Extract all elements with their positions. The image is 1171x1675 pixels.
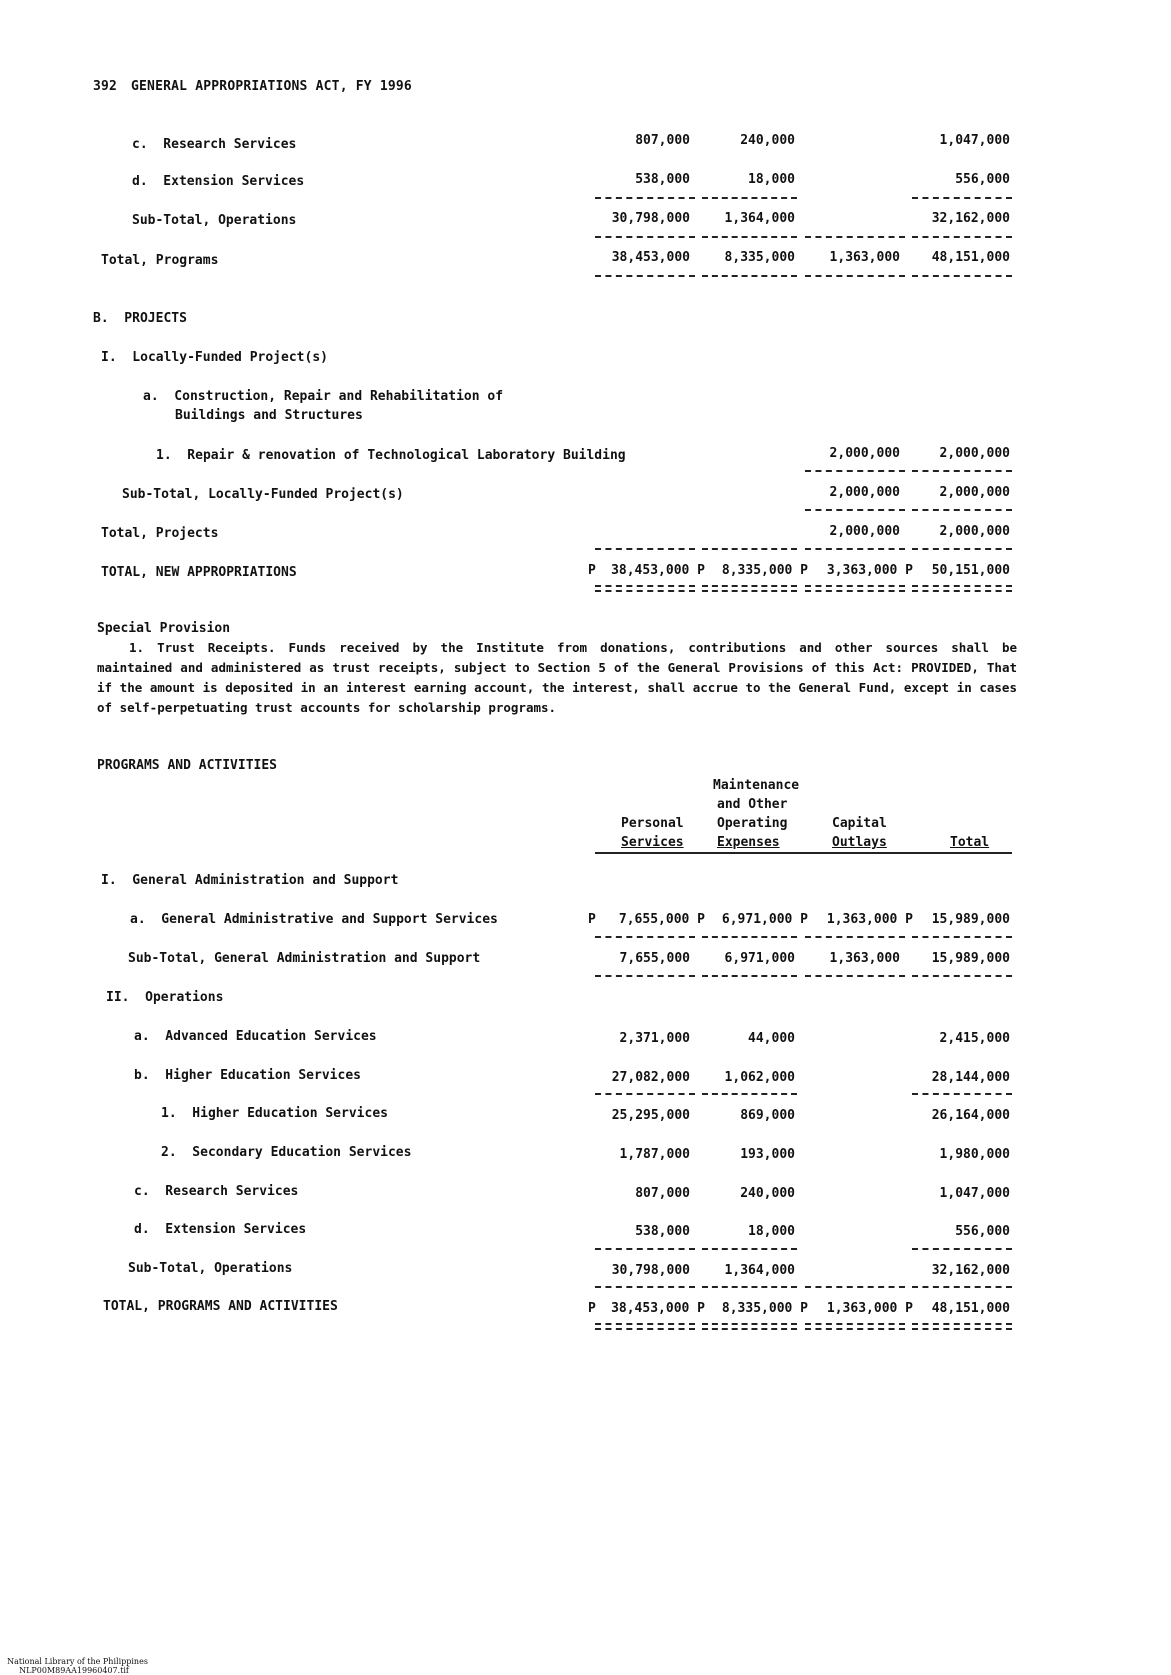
cell-mooe: 6,971,000 — [724, 951, 795, 966]
cell-ps: 538,000 — [635, 1224, 690, 1239]
special-provision-heading: Special Provision — [97, 621, 231, 636]
cell-co: 2,000,000 — [829, 485, 900, 500]
cell-total: 48,151,000 — [931, 250, 1010, 265]
cell-mooe: 1,364,000 — [724, 1263, 795, 1278]
row-label: Sub-Total, Operations — [128, 1261, 293, 1276]
cell-ps: 38,453,000 P — [611, 1301, 705, 1316]
cell-mooe: 8,335,000 P — [721, 563, 808, 578]
rule — [912, 1286, 1012, 1288]
col-header-co: Capital — [832, 816, 887, 831]
cell-ps: 30,798,000 — [611, 211, 690, 226]
rule — [595, 1286, 695, 1288]
rule — [805, 470, 905, 472]
cell-ps: 27,082,000 — [611, 1070, 690, 1085]
subsection-heading: I. Locally-Funded Project(s) — [101, 350, 328, 365]
cell-ps: 38,453,000 P — [611, 563, 705, 578]
col-header-co: Outlays — [832, 835, 887, 850]
double-rule — [595, 1323, 695, 1330]
rule — [702, 197, 797, 199]
rule — [702, 1093, 797, 1095]
row-label: 1. Repair & renovation of Technological Laboratory Building — [156, 448, 626, 463]
row-label: a. Construction, Repair and Rehabilitation of — [143, 389, 504, 404]
peso-sign: P — [588, 563, 596, 578]
row-label: c. Research Services — [134, 1184, 299, 1199]
rule — [702, 548, 797, 550]
row-label: Total, Projects — [101, 526, 219, 541]
row-label: c. Research Services — [132, 137, 297, 152]
rule — [912, 548, 1012, 550]
cell-co: 2,000,000 — [829, 524, 900, 539]
col-header-ps: Personal — [621, 816, 684, 831]
row-label: Sub-Total, Operations — [132, 213, 297, 228]
header-rule — [595, 852, 1012, 854]
cell-mooe: 869,000 — [740, 1108, 795, 1123]
cell-ps: 30,798,000 — [611, 1263, 690, 1278]
row-label: b. Higher Education Services — [134, 1068, 361, 1083]
cell-ps: 538,000 — [635, 172, 690, 187]
rule — [702, 975, 797, 977]
cell-mooe: 18,000 — [748, 172, 795, 187]
cell-co: 3,363,000 P — [826, 563, 913, 578]
cell-total: 26,164,000 — [931, 1108, 1010, 1123]
col-header-mooe: and Other — [717, 797, 788, 812]
rule — [595, 197, 695, 199]
cell-ps: 807,000 — [635, 1186, 690, 1201]
cell-total: 556,000 — [955, 172, 1010, 187]
col-header-ps: Services — [621, 835, 684, 850]
cell-total: 15,989,000 — [931, 912, 1010, 927]
cell-ps: 1,787,000 — [619, 1147, 690, 1162]
cell-co: 1,363,000 — [829, 951, 900, 966]
row-label: Buildings and Structures — [175, 408, 363, 423]
peso-sign: P — [588, 912, 596, 927]
cell-mooe: 1,364,000 — [724, 211, 795, 226]
section-heading-projects: B. PROJECTS — [93, 311, 187, 326]
rule — [595, 1248, 695, 1250]
row-label: TOTAL, PROGRAMS AND ACTIVITIES — [103, 1299, 338, 1314]
cell-ps: 7,655,000 — [619, 951, 690, 966]
rule — [805, 509, 905, 511]
rule — [595, 975, 695, 977]
cell-total: 2,415,000 — [939, 1031, 1010, 1046]
rule — [595, 1093, 695, 1095]
cell-total: 1,047,000 — [939, 133, 1010, 148]
cell-total: 2,000,000 — [939, 446, 1010, 461]
cell-mooe: 240,000 — [740, 133, 795, 148]
rule — [805, 236, 905, 238]
page-header-title: GENERAL APPROPRIATIONS ACT, FY 1996 — [131, 79, 412, 94]
cell-ps: 2,371,000 — [619, 1031, 690, 1046]
cell-mooe: 193,000 — [740, 1147, 795, 1162]
col-header-mooe: Operating — [717, 816, 788, 831]
rule — [805, 548, 905, 550]
cell-total: 1,980,000 — [939, 1147, 1010, 1162]
cell-mooe: 18,000 — [748, 1224, 795, 1239]
cell-total: 15,989,000 — [931, 951, 1010, 966]
rule — [595, 936, 695, 938]
row-label: a. General Administrative and Support Services — [130, 912, 498, 927]
cell-co: 2,000,000 — [829, 446, 900, 461]
cell-mooe: 240,000 — [740, 1186, 795, 1201]
rule — [912, 236, 1012, 238]
double-rule — [805, 585, 905, 592]
row-label: TOTAL, NEW APPROPRIATIONS — [101, 565, 297, 580]
footer-library: National Library of the Philippines — [7, 1657, 148, 1666]
double-rule — [912, 585, 1012, 592]
cell-co: 1,363,000 P — [826, 1301, 913, 1316]
rule — [912, 470, 1012, 472]
peso-sign: P — [588, 1301, 596, 1316]
double-rule — [805, 1323, 905, 1330]
row-label: Sub-Total, Locally-Funded Project(s) — [122, 487, 404, 502]
row-label: 1. Higher Education Services — [161, 1106, 388, 1121]
cell-total: 48,151,000 — [931, 1301, 1010, 1316]
col-header-mooe: Expenses — [717, 835, 780, 850]
cell-total: 2,000,000 — [939, 524, 1010, 539]
rule — [805, 975, 905, 977]
footer-source — [2, 1648, 148, 1675]
cell-total: 32,162,000 — [931, 211, 1010, 226]
row-label: Total, Programs — [101, 253, 219, 268]
rule — [912, 197, 1012, 199]
footer-filename: NLP00M89AA19960407.tif — [19, 1666, 129, 1675]
cell-total: 2,000,000 — [939, 485, 1010, 500]
col-header-mooe: Maintenance — [713, 778, 800, 793]
cell-total: 50,151,000 — [931, 563, 1010, 578]
double-rule — [702, 585, 797, 592]
rule — [702, 936, 797, 938]
rule — [702, 1286, 797, 1288]
cell-total: 28,144,000 — [931, 1070, 1010, 1085]
cell-total: 32,162,000 — [931, 1263, 1010, 1278]
section-heading-gas: I. General Administration and Support — [101, 873, 399, 888]
rule — [912, 509, 1012, 511]
row-label: a. Advanced Education Services — [134, 1029, 377, 1044]
col-header-total: Total — [950, 835, 990, 850]
cell-total: 556,000 — [955, 1224, 1010, 1239]
cell-mooe: 6,971,000 P — [721, 912, 808, 927]
rule — [912, 1093, 1012, 1095]
double-rule — [912, 1323, 1012, 1330]
rule — [805, 936, 905, 938]
cell-total: 1,047,000 — [939, 1186, 1010, 1201]
rule — [702, 275, 797, 277]
rule — [595, 548, 695, 550]
cell-co: 1,363,000 P — [826, 912, 913, 927]
cell-mooe: 8,335,000 — [724, 250, 795, 265]
rule — [595, 275, 695, 277]
section-heading-operations: II. Operations — [106, 990, 224, 1005]
cell-mooe: 44,000 — [748, 1031, 795, 1046]
rule — [805, 1286, 905, 1288]
page-number: 392 — [93, 79, 118, 94]
rule — [912, 975, 1012, 977]
cell-co: 1,363,000 — [829, 250, 900, 265]
cell-ps: 38,453,000 — [611, 250, 690, 265]
row-label: Sub-Total, General Administration and Support — [128, 951, 481, 966]
cell-ps: 7,655,000 P — [618, 912, 705, 927]
row-label: 2. Secondary Education Services — [161, 1145, 412, 1160]
cell-mooe: 1,062,000 — [724, 1070, 795, 1085]
double-rule — [702, 1323, 797, 1330]
rule — [912, 275, 1012, 277]
cell-ps: 807,000 — [635, 133, 690, 148]
rule — [702, 236, 797, 238]
row-label: d. Extension Services — [132, 174, 305, 189]
rule — [702, 1248, 797, 1250]
programs-activities-heading: PROGRAMS AND ACTIVITIES — [97, 758, 278, 773]
row-label: d. Extension Services — [134, 1222, 307, 1237]
rule — [805, 275, 905, 277]
cell-ps: 25,295,000 — [611, 1108, 690, 1123]
rule — [912, 936, 1012, 938]
rule — [595, 236, 695, 238]
rule — [912, 1248, 1012, 1250]
double-rule — [595, 585, 695, 592]
cell-mooe: 8,335,000 P — [721, 1301, 808, 1316]
special-provision-text: 1. Trust Receipts. Funds received by the Institute from donations, contributions and other sources shall be maintained and administered as trust receipts, subject to Section 5 of the General Provisions of this Act: PROVIDED, That if the amount is deposited in an interest earning account, the interest, shall accrue to the General Fund, except in cases of self-perpetuating trust accounts for scholarship programs. — [97, 640, 1017, 715]
